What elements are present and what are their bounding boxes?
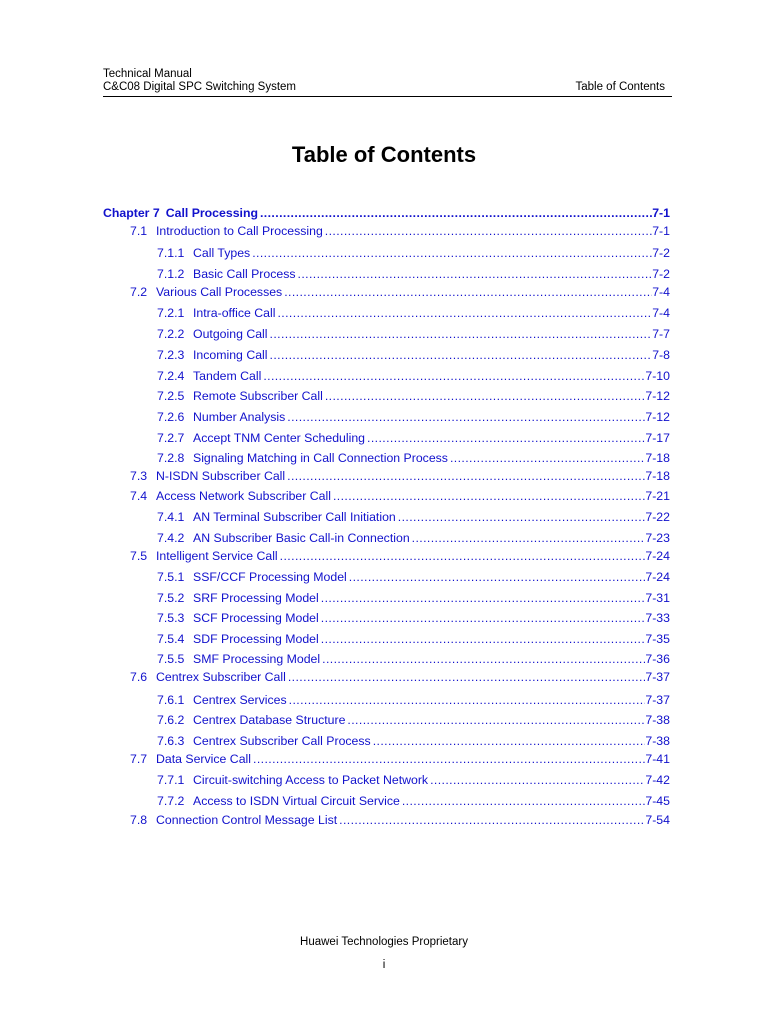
toc-entry-title: Data Service Call (156, 752, 251, 766)
toc-subsection-entry[interactable] (157, 631, 670, 647)
toc-entry-number: 7.6 (130, 670, 148, 684)
toc-section-entry[interactable] (130, 284, 670, 300)
toc-entry-number: 7.8 (130, 813, 148, 827)
toc-dot-leader (347, 569, 646, 585)
toc-subsection-entry[interactable] (157, 388, 670, 404)
toc-entry-title: AN Subscriber Basic Call-in Connection (193, 531, 410, 545)
toc-entry-number: 7.6.1 (157, 693, 185, 707)
toc-entry-title: Incoming Call (193, 348, 268, 362)
toc-entry-number: 7.4.2 (157, 531, 185, 545)
toc-dot-leader (319, 631, 646, 647)
toc-entry-number: 7.2.6 (157, 410, 185, 424)
toc-entry-title: SMF Processing Model (193, 652, 321, 666)
toc-dot-leader (285, 468, 645, 484)
toc-entry-page: 7-24 (645, 549, 670, 563)
toc-entry-number: 7.7.2 (157, 794, 185, 808)
toc-dot-leader (345, 712, 645, 728)
toc-entry-page: 7-45 (645, 794, 670, 808)
toc-entry-title: Number Analysis (193, 410, 286, 424)
toc-subsection-entry[interactable] (157, 530, 670, 546)
toc-dot-leader (250, 245, 652, 261)
toc-entry-page: 7-54 (645, 813, 670, 827)
toc-entry-title: Intra-office Call (193, 306, 276, 320)
toc-dot-leader (323, 388, 646, 404)
toc-dot-leader (323, 223, 652, 239)
toc-entry-title: Call Processing (165, 206, 258, 220)
toc-subsection-entry[interactable] (157, 712, 670, 728)
toc-subsection-entry[interactable] (157, 347, 670, 363)
toc-entry-title: Call Types (193, 246, 251, 260)
toc-entry-title: Outgoing Call (193, 327, 268, 341)
toc-entry-title: Introduction to Call Processing (156, 224, 323, 238)
toc-dot-leader (320, 651, 645, 667)
toc-entry-page: 7-37 (645, 670, 670, 684)
toc-entry-page: 7-18 (645, 451, 670, 465)
header-manual-type: Technical Manual (103, 68, 192, 80)
toc-entry-title: SRF Processing Model (193, 591, 319, 605)
toc-dot-leader (286, 669, 646, 685)
page-footer: Huawei Technologies Proprietary (300, 936, 468, 948)
toc-entry-number: 7.1.1 (157, 246, 185, 260)
header-section-name: Table of Contents (575, 81, 665, 93)
toc-entry-page: 7-24 (645, 570, 670, 584)
toc-entry-title: N-ISDN Subscriber Call (156, 469, 286, 483)
toc-entry-number: 7.2.8 (157, 451, 185, 465)
toc-dot-leader (282, 284, 652, 300)
toc-subsection-entry[interactable] (157, 368, 670, 384)
toc-entry-number: 7.2 (130, 285, 148, 299)
toc-entry-page: 7-37 (645, 693, 670, 707)
toc-dot-leader (296, 266, 653, 282)
toc-dot-leader (268, 326, 653, 342)
toc-dot-leader (268, 347, 653, 363)
toc-entry-page: 7-8 (652, 348, 670, 362)
toc-subsection-entry[interactable] (157, 610, 670, 626)
toc-entry-number: 7.1 (130, 224, 148, 238)
toc-entry-number: 7.3 (130, 469, 148, 483)
toc-entry-page: 7-17 (645, 431, 670, 445)
toc-entry-title: Access to ISDN Virtual Circuit Service (193, 794, 400, 808)
toc-entry-title: Centrex Subscriber Call (156, 670, 286, 684)
toc-entry-page: 7-1 (652, 224, 670, 238)
toc-section-entry[interactable] (130, 812, 670, 828)
toc-dot-leader (337, 812, 645, 828)
toc-section-entry[interactable] (130, 751, 670, 767)
toc-entry-title: Basic Call Process (193, 267, 296, 281)
toc-entry-page: 7-38 (645, 734, 670, 748)
toc-entry-number: 7.5.3 (157, 611, 185, 625)
toc-dot-leader (371, 733, 646, 749)
toc-section-entry[interactable] (130, 468, 670, 484)
toc-entry-title: Circuit-switching Access to Packet Network (193, 773, 429, 787)
toc-entry-page: 7-4 (652, 306, 670, 320)
toc-subsection-entry[interactable] (157, 266, 670, 282)
toc-subsection-entry[interactable] (157, 793, 670, 809)
toc-entry-page: 7-7 (652, 327, 670, 341)
toc-entry-number: 7.2.1 (157, 306, 185, 320)
toc-subsection-entry[interactable] (157, 509, 670, 525)
toc-subsection-entry[interactable] (157, 651, 670, 667)
toc-entry-page: 7-21 (645, 489, 670, 503)
toc-entry-number: 7.5.2 (157, 591, 185, 605)
toc-entry-number: 7.7.1 (157, 773, 185, 787)
toc-subsection-entry[interactable] (157, 409, 670, 425)
toc-entry-page: 7-1 (652, 206, 670, 220)
toc-entry-title: Access Network Subscriber Call (156, 489, 331, 503)
toc-entry-title: Signaling Matching in Call Connection Process (193, 451, 448, 465)
toc-entry-number: Chapter 7 (103, 206, 160, 220)
toc-entry-title: Centrex Database Structure (193, 713, 346, 727)
toc-entry-title: SDF Processing Model (193, 632, 319, 646)
toc-entry-number: 7.2.4 (157, 369, 185, 383)
toc-entry-page: 7-36 (645, 652, 670, 666)
toc-entry-number: 7.6.3 (157, 734, 185, 748)
toc-dot-leader (331, 488, 645, 504)
toc-entry-title: Centrex Subscriber Call Process (193, 734, 371, 748)
toc-entry-page: 7-12 (645, 410, 670, 424)
toc-entry-number: 7.2.5 (157, 389, 185, 403)
toc-entry-page: 7-42 (645, 773, 670, 787)
toc-entry-number: 7.2.3 (157, 348, 185, 362)
toc-subsection-entry[interactable] (157, 430, 670, 446)
toc-dot-leader (448, 450, 645, 466)
toc-entry-number: 7.1.2 (157, 267, 185, 281)
toc-entry-number: 7.7 (130, 752, 148, 766)
toc-chapter-entry[interactable] (103, 205, 670, 221)
toc-entry-title: AN Terminal Subscriber Call Initiation (193, 510, 396, 524)
toc-subsection-entry[interactable] (157, 772, 670, 788)
toc-section-entry[interactable] (130, 223, 670, 239)
toc-entry-title: Remote Subscriber Call (193, 389, 323, 403)
toc-entry-page: 7-4 (652, 285, 670, 299)
toc-dot-leader (428, 772, 645, 788)
toc-entry-title: Accept TNM Center Scheduling (193, 431, 366, 445)
toc-dot-leader (319, 590, 646, 606)
toc-dot-leader (278, 548, 646, 564)
toc-entry-title: Connection Control Message List (156, 813, 338, 827)
toc-entry-page: 7-2 (652, 246, 670, 260)
toc-entry-page: 7-31 (645, 591, 670, 605)
toc-subsection-entry[interactable] (157, 733, 670, 749)
toc-entry-number: 7.5 (130, 549, 148, 563)
toc-dot-leader (319, 610, 646, 626)
toc-subsection-entry[interactable] (157, 450, 670, 466)
toc-subsection-entry[interactable] (157, 245, 670, 261)
toc-dot-leader (410, 530, 646, 546)
toc-dot-leader (261, 368, 645, 384)
toc-entry-page: 7-22 (645, 510, 670, 524)
toc-section-entry[interactable] (130, 548, 670, 564)
toc-entry-page: 7-23 (645, 531, 670, 545)
toc-entry-page: 7-18 (645, 469, 670, 483)
page-number: i (382, 959, 386, 971)
toc-entry-number: 7.4 (130, 489, 148, 503)
toc-entry-number: 7.5.1 (157, 570, 185, 584)
toc-entry-number: 7.2.2 (157, 327, 185, 341)
toc-entry-page: 7-38 (645, 713, 670, 727)
toc-entry-page: 7-2 (652, 267, 670, 281)
page-title: Table of Contents (291, 142, 477, 167)
toc-entry-title: Intelligent Service Call (156, 549, 278, 563)
toc-dot-leader (285, 409, 645, 425)
toc-section-entry[interactable] (130, 488, 670, 504)
toc-dot-leader (251, 751, 645, 767)
toc-entry-number: 7.6.2 (157, 713, 185, 727)
toc-dot-leader (275, 305, 652, 321)
toc-entry-page: 7-10 (645, 369, 670, 383)
toc-entry-number: 7.2.7 (157, 431, 185, 445)
toc-subsection-entry[interactable] (157, 326, 670, 342)
toc-dot-leader (365, 430, 645, 446)
header-product-name: C&C08 Digital SPC Switching System (103, 81, 297, 93)
toc-entry-page: 7-41 (645, 752, 670, 766)
toc-dot-leader (287, 692, 646, 708)
toc-subsection-entry[interactable] (157, 305, 670, 321)
toc-subsection-entry[interactable] (157, 692, 670, 708)
toc-dot-leader (400, 793, 646, 809)
toc-entry-number: 7.5.5 (157, 652, 185, 666)
toc-entry-title: Tandem Call (193, 369, 262, 383)
toc-section-entry[interactable] (130, 669, 670, 685)
toc-entry-title: Centrex Services (193, 693, 287, 707)
toc-entry-title: Various Call Processes (156, 285, 283, 299)
toc-entry-title: SSF/CCF Processing Model (193, 570, 347, 584)
toc-entry-number: 7.4.1 (157, 510, 185, 524)
toc-dot-leader (258, 205, 652, 221)
toc-entry-page: 7-33 (645, 611, 670, 625)
toc-entry-page: 7-35 (645, 632, 670, 646)
toc-entry-title: SCF Processing Model (193, 611, 319, 625)
toc-entry-page: 7-12 (645, 389, 670, 403)
toc-entry-number: 7.5.4 (157, 632, 185, 646)
toc-subsection-entry[interactable] (157, 590, 670, 606)
toc-subsection-entry[interactable] (157, 569, 670, 585)
toc-dot-leader (396, 509, 646, 525)
